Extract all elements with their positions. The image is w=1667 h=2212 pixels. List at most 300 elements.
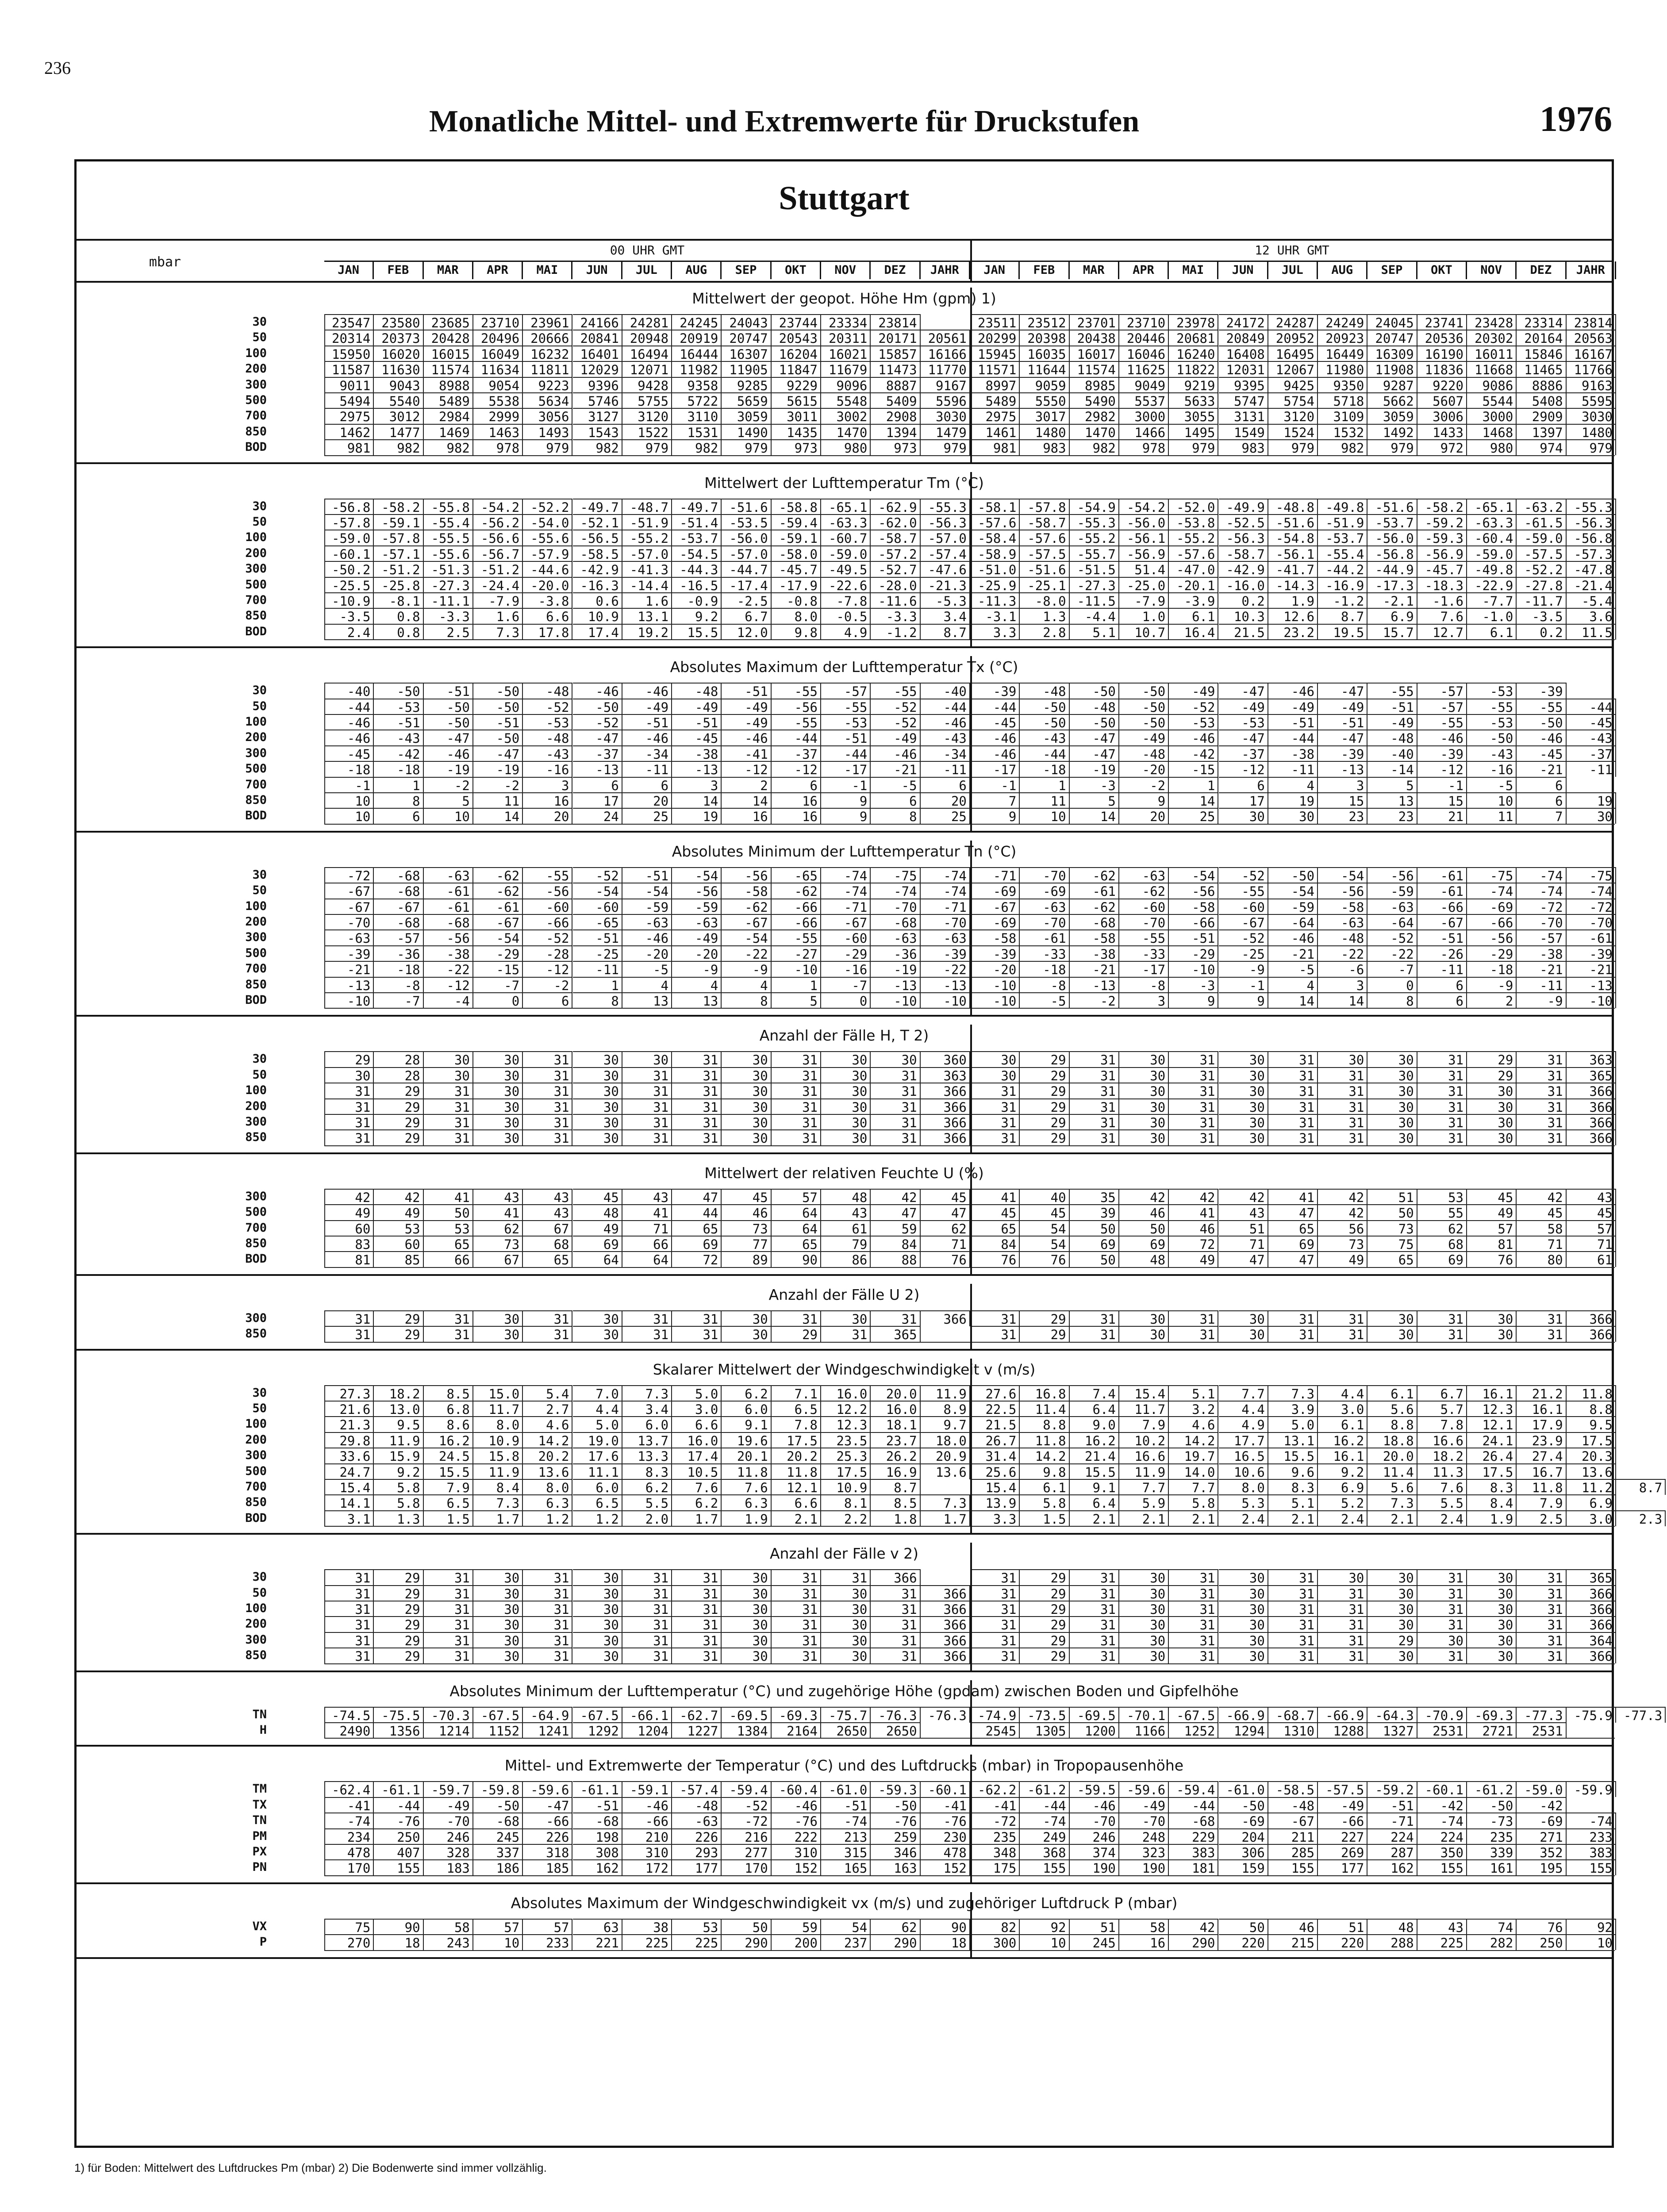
value-cell: 20.0 (1367, 1448, 1417, 1463)
value-cell: 30 (573, 1067, 622, 1083)
level-label: P (259, 1935, 267, 1949)
value-cell: 9 (1119, 792, 1169, 808)
value-cell: -54 (1268, 883, 1318, 899)
value-cell: 10 (424, 808, 473, 824)
value-cell: -59.9 (1567, 1781, 1616, 1797)
value-cell: -58.8 (772, 499, 821, 515)
section-title: Absolutes Minimum der Lufttemperatur (°C) und zugehörige Höhe (gpdam) zwischen Boden und Gipfelhöhe (449, 1682, 1239, 1700)
value-cell: 18 (374, 1934, 423, 1950)
block-separator (970, 1359, 972, 1533)
value-cell: 43 (523, 1204, 572, 1220)
value-cell: 31 (772, 1647, 821, 1663)
value-cell: 1397 (1517, 424, 1566, 440)
value-cell: -62 (1119, 883, 1169, 899)
value-cell: 3 (523, 777, 572, 793)
value-cell: 30 (1467, 1632, 1517, 1648)
value-cell: 982 (424, 439, 473, 455)
value-cell: 57 (1567, 1220, 1616, 1236)
value-cell: 3059 (722, 408, 771, 424)
value-cell: -46 (1517, 730, 1566, 745)
value-cell: -59.6 (1119, 1781, 1169, 1797)
value-cell: 30 (821, 1129, 871, 1145)
value-cell: 30 (1367, 1098, 1417, 1114)
value-cell: -76 (772, 1813, 821, 1828)
value-cell: 20948 (622, 330, 672, 346)
value-cell: 77 (722, 1236, 771, 1252)
value-cell: 41 (1169, 1204, 1218, 1220)
value-cell: -57 (1417, 683, 1467, 699)
value-cell: 24172 (1219, 314, 1268, 330)
value-cell: 13 (1367, 792, 1417, 808)
value-cell: 1.5 (1020, 1510, 1069, 1526)
value-cell: 152 (921, 1859, 970, 1875)
value-cell: -11 (1567, 761, 1616, 777)
value-cell: -74.9 (970, 1707, 1020, 1723)
section-rule (77, 831, 1612, 833)
value-cell: -64.9 (523, 1707, 572, 1723)
value-cell: -62 (1070, 867, 1119, 883)
value-cell: 9220 (1417, 377, 1467, 393)
value-cell: -63 (1020, 899, 1069, 914)
value-cell: -53 (523, 714, 572, 730)
value-cell: 31 (523, 1585, 572, 1601)
value-cell: -63 (1367, 899, 1417, 914)
value-cell: 6.4 (1070, 1494, 1119, 1510)
value-cell: 383 (1567, 1844, 1616, 1860)
value-cell: 51 (1318, 1919, 1367, 1935)
value-cell: -53.7 (1318, 530, 1367, 545)
value-cell: 7.9 (424, 1479, 473, 1495)
value-cell: 44 (672, 1204, 722, 1220)
value-cell: 30 (424, 1051, 473, 1067)
value-cell: 67 (523, 1220, 572, 1236)
value-cell: -0.9 (672, 592, 722, 608)
value-cell: 3 (1119, 992, 1169, 1008)
value-cell: -67 (374, 899, 423, 914)
level-label: 30 (252, 315, 267, 329)
value-cell: 1532 (1318, 424, 1367, 440)
value-cell: -22.9 (1467, 577, 1517, 593)
value-cell: 31 (970, 1326, 1020, 1342)
value-cell: 53 (424, 1220, 473, 1236)
value-cell: 1549 (1219, 424, 1268, 440)
value-cell: -73 (1467, 1813, 1517, 1828)
level-label: 200 (245, 546, 267, 560)
level-label: 100 (245, 1083, 267, 1098)
level-label: 500 (245, 762, 267, 776)
block-00-label: 00 UHR GMT (324, 240, 970, 262)
section-rule (77, 1152, 1612, 1154)
value-cell: 20496 (473, 330, 523, 346)
value-cell: 7.6 (1417, 608, 1467, 624)
value-cell: 366 (1567, 1098, 1616, 1114)
value-cell: 11644 (1020, 361, 1069, 377)
value-cell: -50 (1268, 867, 1318, 883)
value-cell: 1.2 (573, 1510, 622, 1526)
value-cell: -17 (1119, 961, 1169, 977)
value-cell: 6.1 (1020, 1479, 1069, 1495)
value-cell: -56 (672, 883, 722, 899)
value-cell: -57.2 (871, 545, 920, 561)
value-cell: -55.6 (424, 545, 473, 561)
value-cell: 12.2 (821, 1401, 871, 1417)
value-cell: 2.4 (1219, 1510, 1268, 1526)
value-cell: 27.6 (970, 1385, 1020, 1401)
value-cell: -11.3 (970, 592, 1020, 608)
value-cell: 31 (1268, 1632, 1318, 1648)
value-cell: 48 (821, 1189, 871, 1205)
level-label: 850 (245, 1130, 267, 1144)
section-rule (77, 1671, 1612, 1672)
value-cell: 20398 (1020, 330, 1069, 346)
value-cell: 30 (1367, 1585, 1417, 1601)
value-cell: 20952 (1268, 330, 1318, 346)
value-cell: 8.0 (772, 608, 821, 624)
value-cell: 250 (374, 1828, 423, 1844)
value-cell: -66 (622, 1813, 672, 1828)
value-cell: 15.8 (473, 1448, 523, 1463)
value-cell: -12 (722, 761, 771, 777)
value-cell: 69 (573, 1236, 622, 1252)
value-cell: 11.9 (374, 1432, 423, 1448)
value-cell: 1 (1020, 777, 1069, 793)
value-cell: -50 (1070, 714, 1119, 730)
value-cell: -28.0 (871, 577, 920, 593)
value-cell: 8.7 (921, 624, 970, 640)
value-cell: -61.5 (1517, 514, 1566, 530)
section-grid-bottom (324, 1781, 1615, 1876)
value-cell: -74 (1517, 867, 1566, 883)
level-label: 500 (245, 577, 267, 591)
value-cell: 3.1 (324, 1510, 374, 1526)
value-cell: 8.7 (1616, 1479, 1666, 1495)
value-cell: -49.5 (821, 561, 871, 577)
value-cell: 14 (473, 808, 523, 824)
value-cell: 84 (871, 1236, 920, 1252)
value-cell: 24.5 (424, 1448, 473, 1463)
value-cell: 50 (1119, 1220, 1169, 1236)
value-cell: 20.1 (722, 1448, 771, 1463)
block-separator (970, 1680, 972, 1745)
value-cell: 2984 (424, 408, 473, 424)
value-cell: -51 (1318, 714, 1367, 730)
section-grid-bottom (324, 1310, 1615, 1343)
value-cell: 31 (1169, 1632, 1218, 1648)
value-cell: -42 (374, 745, 423, 761)
value-cell: -44.7 (722, 561, 771, 577)
value-cell: 25 (921, 808, 970, 824)
value-cell: 175 (970, 1859, 1020, 1875)
value-cell: 29 (1467, 1051, 1517, 1067)
value-cell: -69 (1517, 1813, 1566, 1828)
value-cell: 47 (1219, 1251, 1268, 1267)
value-cell: 19.6 (722, 1432, 771, 1448)
value-cell: -61.0 (1219, 1781, 1268, 1797)
value-cell: 159 (1219, 1859, 1268, 1875)
value-cell: 23 (1367, 808, 1417, 824)
value-cell: 366 (1567, 1326, 1616, 1342)
value-cell: 54 (1020, 1220, 1069, 1236)
value-cell: 12.1 (772, 1479, 821, 1495)
value-cell: 30 (722, 1569, 771, 1585)
value-cell: -51.3 (424, 561, 473, 577)
value-cell: 27.3 (324, 1385, 374, 1401)
value-cell: 81 (324, 1251, 374, 1267)
value-cell: 42 (374, 1189, 423, 1205)
value-cell: 3000 (1467, 408, 1517, 424)
value-cell: 14 (1318, 992, 1367, 1008)
value-cell: 49 (374, 1204, 423, 1220)
value-cell: 22.5 (970, 1401, 1020, 1417)
value-cell: 31 (324, 1569, 374, 1585)
value-cell: -47 (1219, 730, 1268, 745)
value-cell: 30 (573, 1083, 622, 1098)
value-cell: 31 (622, 1601, 672, 1617)
value-cell: 5494 (324, 392, 374, 408)
value-cell: 3120 (1268, 408, 1318, 424)
value-cell: 8 (573, 992, 622, 1008)
level-label: 50 (252, 699, 267, 713)
value-cell: 5607 (1417, 392, 1467, 408)
value-cell: -45 (672, 730, 722, 745)
value-cell: 86 (821, 1251, 871, 1267)
value-cell: 19.0 (573, 1432, 622, 1448)
value-cell: 8.1 (821, 1494, 871, 1510)
level-label: 500 (245, 946, 267, 960)
value-cell: 31 (1318, 1601, 1367, 1617)
value-cell: 48 (1119, 1251, 1169, 1267)
value-cell: 4.6 (1169, 1416, 1218, 1432)
value-cell: 31 (1169, 1051, 1218, 1067)
value-cell: 31 (970, 1616, 1020, 1632)
value-cell: -48 (1367, 730, 1417, 745)
value-cell: 31 (970, 1310, 1020, 1326)
value-cell: -51.2 (473, 561, 523, 577)
value-cell: -74 (821, 883, 871, 899)
value-cell: 31 (772, 1114, 821, 1130)
value-cell: -45 (324, 745, 374, 761)
value-cell: 366 (1567, 1616, 1616, 1632)
value-cell: -72 (1517, 899, 1566, 914)
value-cell: -43 (1567, 730, 1616, 745)
value-cell: 20 (622, 792, 672, 808)
level-label: BOD (245, 1511, 267, 1525)
value-cell: 11.8 (1517, 1479, 1566, 1495)
value-cell: 215 (1268, 1934, 1318, 1950)
value-cell: -57 (374, 929, 423, 945)
value-cell: -49 (1318, 699, 1367, 714)
value-cell: 65 (424, 1236, 473, 1252)
value-cell: 4 (1268, 777, 1318, 793)
value-cell: 12029 (573, 361, 622, 377)
value-cell: 31 (1417, 1601, 1467, 1617)
value-cell: 366 (921, 1310, 970, 1326)
value-cell: 220 (1219, 1934, 1268, 1950)
value-cell: 30 (1467, 1647, 1517, 1663)
value-cell: 18.8 (1367, 1432, 1417, 1448)
value-cell: -45 (1567, 714, 1616, 730)
block-separator (970, 1543, 972, 1670)
value-cell: 16166 (921, 346, 970, 361)
value-cell: 51 (1219, 1220, 1268, 1236)
value-cell: -74 (871, 883, 920, 899)
value-cell: 9287 (1367, 377, 1417, 393)
value-cell: 0.8 (374, 608, 423, 624)
value-cell: 31 (424, 1601, 473, 1617)
value-cell: 23512 (1020, 314, 1069, 330)
value-cell: 31 (1318, 1632, 1367, 1648)
value-cell: 30 (1567, 808, 1616, 824)
value-cell: 982 (672, 439, 722, 455)
value-cell: 30 (324, 1067, 374, 1083)
value-cell: -52.7 (871, 561, 920, 577)
value-cell: 62 (1417, 1220, 1467, 1236)
value-cell: -63.3 (821, 514, 871, 530)
value-cell: -43 (1467, 745, 1517, 761)
value-cell: -46 (622, 730, 672, 745)
value-cell: 2975 (970, 408, 1020, 424)
value-cell: 2909 (1517, 408, 1566, 424)
value-cell: 41 (424, 1189, 473, 1205)
value-cell: 4 (622, 977, 672, 993)
value-cell: 31 (672, 1326, 722, 1342)
value-cell: 11766 (1567, 361, 1616, 377)
value-cell: 11822 (1169, 361, 1218, 377)
value-cell: -17 (821, 761, 871, 777)
value-cell: 3110 (672, 408, 722, 424)
value-cell: 30 (722, 1647, 771, 1663)
value-cell: 11905 (722, 361, 771, 377)
value-cell: -61.2 (1467, 1781, 1517, 1797)
value-cell: 155 (374, 1859, 423, 1875)
value-cell: 69 (1417, 1251, 1467, 1267)
value-cell: -52 (1219, 867, 1268, 883)
value-cell: 2.1 (1070, 1510, 1119, 1526)
value-cell: -59 (672, 899, 722, 914)
value-cell: 11847 (772, 361, 821, 377)
value-cell: 350 (1417, 1844, 1467, 1860)
value-cell: 195 (1517, 1859, 1566, 1875)
value-cell: 3030 (1567, 408, 1616, 424)
value-cell: 90 (374, 1919, 423, 1935)
value-cell: -74 (1417, 1813, 1467, 1828)
value-cell: 23710 (473, 314, 523, 330)
value-cell: 31 (1318, 1616, 1367, 1632)
value-cell: -55.4 (1318, 545, 1367, 561)
value-cell: -47 (1070, 745, 1119, 761)
value-cell: -44 (1567, 699, 1616, 714)
value-cell: 30 (722, 1083, 771, 1098)
value-cell: -29 (473, 945, 523, 961)
value-cell: 170 (722, 1859, 771, 1875)
value-cell: 12.6 (1268, 608, 1318, 624)
value-cell: -67 (473, 914, 523, 930)
value-cell: -10 (970, 977, 1020, 993)
value-cell: 9285 (722, 377, 771, 393)
value-cell: 224 (1417, 1828, 1467, 1844)
value-cell: 13 (622, 992, 672, 1008)
value-cell: -54 (1318, 867, 1367, 883)
value-cell: 20561 (921, 330, 970, 346)
value-cell: 30 (1367, 1114, 1417, 1130)
value-cell: -47 (424, 730, 473, 745)
section-rule (77, 1745, 1612, 1747)
section-title: Anzahl der Fälle v 2) (769, 1545, 919, 1563)
value-cell: -58.2 (1417, 499, 1467, 515)
value-cell: -11.7 (1517, 592, 1566, 608)
value-cell: -53 (1467, 714, 1517, 730)
value-cell: 20 (1119, 808, 1169, 824)
section-grid-bottom (324, 1385, 1615, 1527)
value-cell: 0.2 (1517, 624, 1566, 640)
value-cell: 15.7 (1367, 624, 1417, 640)
level-label: 500 (245, 1464, 267, 1478)
value-cell: -64 (1367, 914, 1417, 930)
section-rule (77, 1533, 1612, 1535)
value-cell: -13 (1318, 761, 1367, 777)
value-cell: -60 (523, 899, 572, 914)
value-cell: 2.1 (1367, 1510, 1417, 1526)
value-cell: 1.3 (374, 1510, 423, 1526)
value-cell: 30 (1367, 1083, 1417, 1098)
value-cell: 30 (1119, 1569, 1169, 1585)
value-cell: -66.9 (1219, 1707, 1268, 1723)
value-cell: -69 (970, 883, 1020, 899)
value-cell: 31 (1169, 1326, 1218, 1342)
value-cell: -22 (1318, 945, 1367, 961)
value-cell: -55.2 (1169, 530, 1218, 545)
value-cell: 222 (772, 1828, 821, 1844)
value-cell: -62.7 (672, 1707, 722, 1723)
value-cell: -51 (573, 929, 622, 945)
value-cell: -55.4 (424, 514, 473, 530)
value-cell: 227 (1318, 1828, 1367, 1844)
value-cell: -68 (473, 1813, 523, 1828)
level-label: 700 (245, 962, 267, 976)
value-cell: 1152 (473, 1722, 523, 1738)
value-cell: 7.7 (1219, 1385, 1268, 1401)
level-label: H (259, 1723, 267, 1737)
value-cell: -52.2 (523, 499, 572, 515)
value-cell: -9 (1517, 992, 1566, 1008)
value-cell: 352 (1517, 1844, 1566, 1860)
value-cell: -75.5 (374, 1707, 423, 1723)
value-cell: 20302 (1467, 330, 1517, 346)
value-cell: -71 (1367, 1813, 1417, 1828)
value-cell: 31 (523, 1114, 572, 1130)
value-cell: 1480 (1567, 424, 1616, 440)
value-cell: -50 (1517, 714, 1566, 730)
value-cell: 290 (722, 1934, 771, 1950)
value-cell: 30 (473, 1067, 523, 1083)
value-cell: -66 (523, 914, 572, 930)
value-cell: 23744 (772, 314, 821, 330)
value-cell: -58 (1318, 899, 1367, 914)
value-cell: 8.4 (1467, 1494, 1517, 1510)
month-header: APR (473, 261, 523, 279)
value-cell: 16.2 (1070, 1432, 1119, 1448)
value-cell: -55.2 (1070, 530, 1119, 545)
value-cell: 979 (1567, 439, 1616, 455)
value-cell: -60.1 (921, 1781, 970, 1797)
value-cell: -60 (573, 899, 622, 914)
value-cell: 31 (1070, 1067, 1119, 1083)
value-cell: 61 (821, 1220, 871, 1236)
value-cell: 21 (1417, 808, 1467, 824)
value-cell: 983 (1020, 439, 1069, 455)
value-cell: 18 (921, 1934, 970, 1950)
value-cell: -62.4 (324, 1781, 374, 1797)
